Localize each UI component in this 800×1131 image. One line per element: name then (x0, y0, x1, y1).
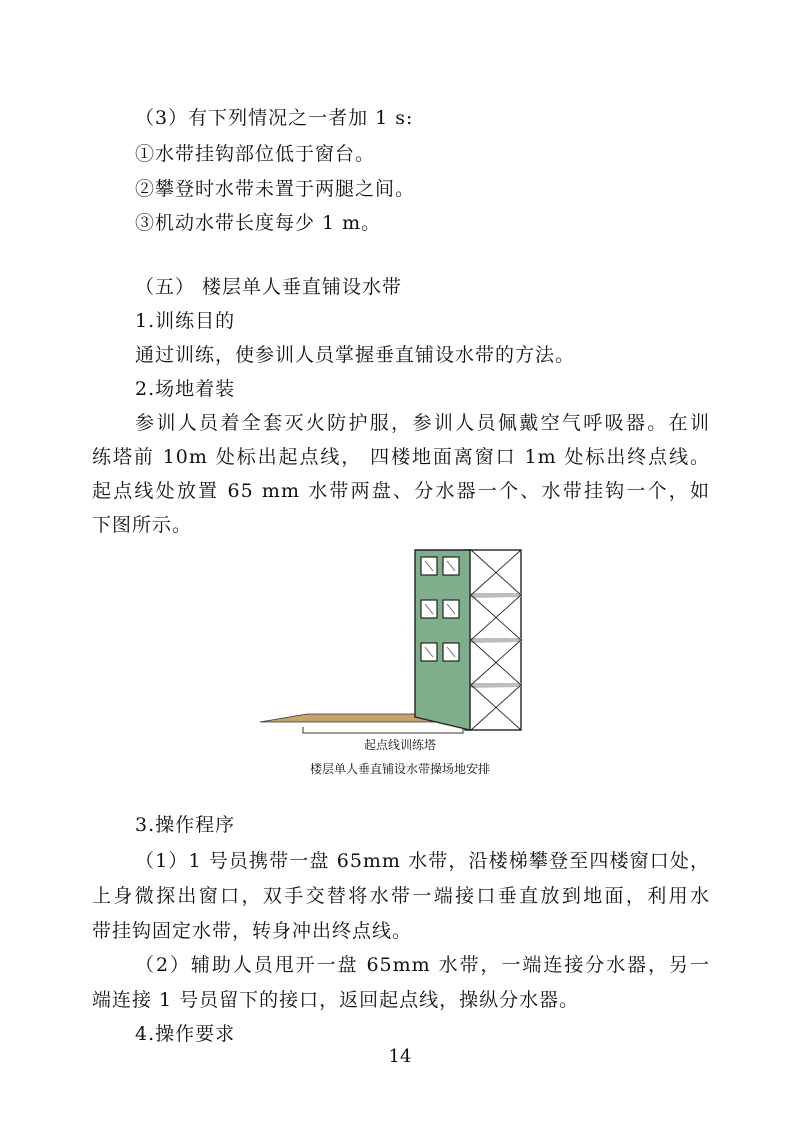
paragraph-procedure-1-line-1: （1）1 号员携带一盘 65mm 水带，沿楼梯攀登至四楼窗口处， (135, 850, 710, 872)
figure-caption: 楼层单人垂直铺设水带操场地安排 (309, 762, 490, 776)
penalty-item-1: ①水带挂钩部位低于窗台。 (135, 143, 376, 165)
paragraph-procedure-1-line-3: 带挂钩固定水带，转身冲出终点线。 (92, 920, 413, 942)
tower-front-wall (415, 550, 470, 730)
section-title: （五） 楼层单人垂直铺设水带 (135, 276, 403, 298)
paragraph-site-line-1: 参训人员着全套灭火防护服，参训人员佩戴空气呼吸器。在训 (135, 412, 710, 434)
paragraph-procedure-2-line-2: 端连接 1 号员留下的接口，返回起点线，操纵分水器。 (92, 989, 580, 1011)
subheading-purpose: 1.训练目的 (135, 310, 236, 332)
subheading-site: 2.场地着装 (135, 378, 236, 400)
paragraph-site-line-2: 练塔前 10m 处标出起点线， 四楼地面离窗口 1m 处标出终点线。 (92, 446, 710, 468)
figure-label: 起点线训练塔 (363, 738, 436, 752)
training-tower-figure (255, 545, 540, 760)
page-number: 14 (388, 1046, 412, 1067)
paragraph-procedure-1-line-2: 上身微探出窗口，双手交替将水带一端接口垂直放到地面，利用水 (92, 885, 710, 907)
paragraph-site-line-3: 起点线处放置 65 mm 水带两盘、分水器一个、水带挂钩一个，如 (92, 480, 710, 502)
subheading-requirements: 4.操作要求 (135, 1023, 236, 1045)
paragraph-procedure-2-line-1: （2）辅助人员甩开一盘 65mm 水带，一端连接分水器，另一 (135, 954, 710, 976)
subheading-procedure: 3.操作程序 (135, 814, 236, 836)
penalty-item-3: ③机动水带长度每少 1 m。 (135, 212, 382, 234)
paragraph-purpose: 通过训练，使参训人员掌握垂直铺设水带的方法。 (135, 344, 576, 366)
penalty-item-2: ②攀登时水带未置于两腿之间。 (135, 178, 416, 200)
start-line-marker (303, 727, 463, 733)
paragraph-site-line-4: 下图所示。 (92, 514, 193, 536)
penalty-heading: （3）有下列情况之一者加 1 s: (135, 107, 414, 129)
